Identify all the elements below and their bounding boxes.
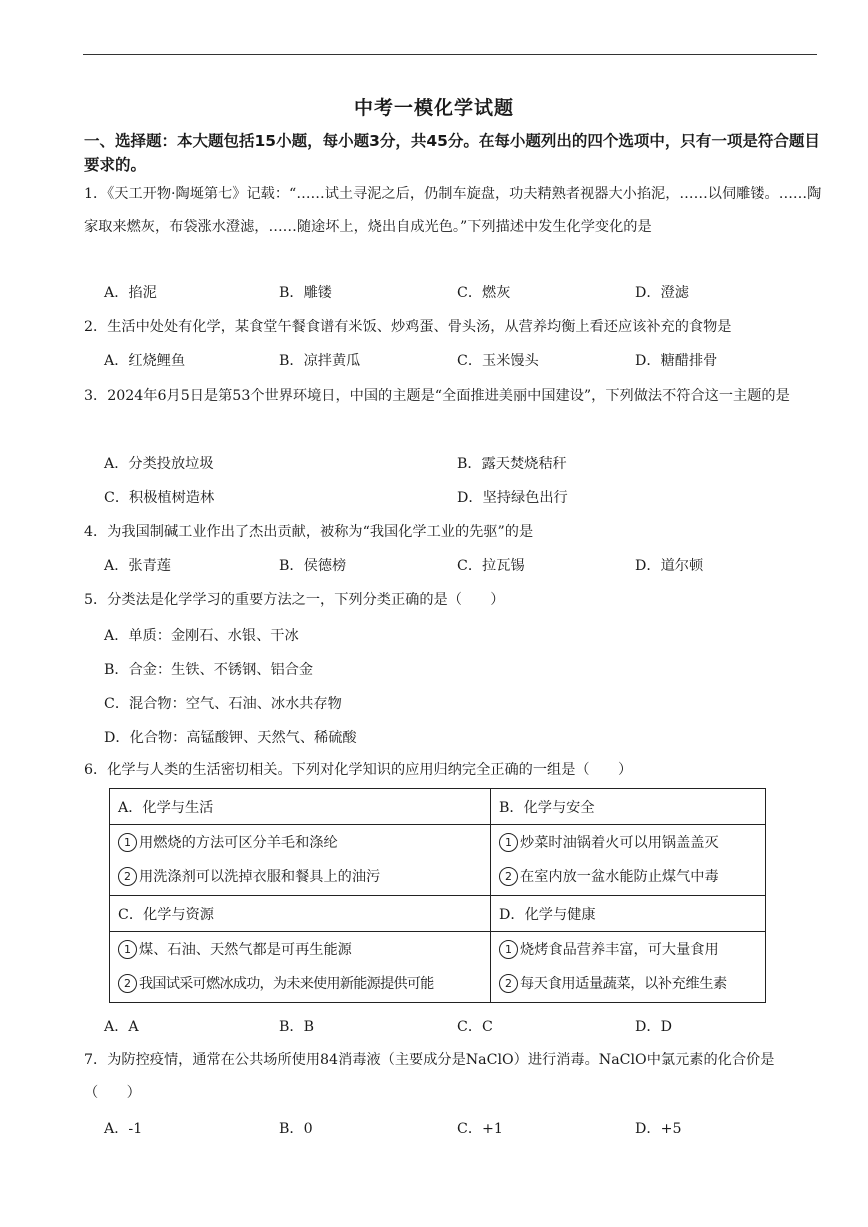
statement: 在室内放一盆水能防止煤气中毒 xyxy=(520,869,719,885)
table-cell-b-content xyxy=(491,825,766,896)
option-b[interactable]: B．凉拌黄瓜 xyxy=(279,353,361,369)
statement: 用洗涤剂可以洗掉衣服和餐具上的油污 xyxy=(139,869,381,885)
statement: 煤、石油、天然气都是可再生能源 xyxy=(139,942,352,958)
question-2-options xyxy=(104,350,804,380)
option-d[interactable]: D．澄滤 xyxy=(635,285,689,301)
question-1-options xyxy=(104,282,804,312)
option-b[interactable]: B．0 xyxy=(279,1121,313,1137)
option-b[interactable]: B．合金：生铁、不锈钢、铝合金 xyxy=(104,662,314,678)
option-d[interactable]: D．道尔顿 xyxy=(635,558,704,574)
option-c[interactable]: C．积极植树造林 xyxy=(104,490,215,506)
option-c[interactable]: C．拉瓦锡 xyxy=(457,558,525,574)
table-cell-d-heading: D．化学与健康 xyxy=(491,896,766,932)
circled-number-2: 2 xyxy=(118,867,137,886)
question-7-options xyxy=(104,1118,804,1148)
statement: 我国试采可燃冰成功，为未来使用新能源提供可能 xyxy=(139,976,434,992)
question-4-stem: 4．为我国制碱工业作出了杰出贡献，被称为“我国化学工业的先驱”的是 xyxy=(84,524,534,540)
circled-number-2: 2 xyxy=(499,974,518,993)
option-c[interactable]: C．混合物：空气、石油、冰水共存物 xyxy=(104,696,342,712)
question-1-stem: 1．《天工开物·陶埏第七》记载：“……试土寻泥之后，仍制车旋盘，功夫精熟者视器大小掐泥，……以伺雕镂。……陶家取来燃灰，布袋涨水澄滤，……随途坏上，烧出自成光色。”下列描述中发生化学变化的是 xyxy=(84,186,822,235)
circled-number-1: 1 xyxy=(499,940,518,959)
option-a[interactable]: A．-1 xyxy=(104,1121,143,1137)
question-5-stem: 5．分类法是化学学习的重要方法之一，下列分类正确的是（ ） xyxy=(84,592,505,608)
statement: 炒菜时油锅着火可以用锅盖盖灭 xyxy=(520,835,719,851)
option-c[interactable]: C．+1 xyxy=(457,1121,503,1137)
circled-number-2: 2 xyxy=(118,974,137,993)
option-a[interactable]: A．张青莲 xyxy=(104,558,171,574)
option-d[interactable]: D．坚持绿色出行 xyxy=(457,490,568,506)
table-cell-a-content xyxy=(110,825,491,896)
question-3-stem: 3．2024年6月5日是第53个世界环境日，中国的主题是“全面推进美丽中国建设”，下列做法不符合这一主题的是 xyxy=(84,388,790,404)
question-6-options xyxy=(104,1016,804,1046)
option-a[interactable]: A．分类投放垃圾 xyxy=(104,456,214,472)
circled-number-1: 1 xyxy=(499,833,518,852)
option-b[interactable]: B．侯德榜 xyxy=(279,558,347,574)
table-cell-a-heading: A．化学与生活 xyxy=(110,789,491,825)
question-3-options-row1 xyxy=(104,453,804,483)
statement: 用燃烧的方法可区分羊毛和涤纶 xyxy=(139,835,338,851)
question-3-options-row2 xyxy=(104,487,804,517)
circled-number-1: 1 xyxy=(118,833,137,852)
question-6-stem: 6．化学与人类的生活密切相关。下列对化学知识的应用归纳完全正确的一组是（ ） xyxy=(84,762,633,778)
option-b[interactable]: B．雕镂 xyxy=(279,285,332,301)
header-rule xyxy=(83,54,817,55)
option-a[interactable]: A．单质：金刚石、水银、干冰 xyxy=(104,628,299,644)
table-cell-c-heading: C．化学与资源 xyxy=(110,896,491,932)
option-d[interactable]: D．+5 xyxy=(635,1121,682,1137)
table-cell-c-content xyxy=(110,932,491,1003)
table-cell-b-heading: B．化学与安全 xyxy=(491,789,766,825)
page-title: 中考一模化学试题 xyxy=(353,97,514,119)
question-7-stem: 7．为防控疫情，通常在公共场所使用84消毒液（主要成分是NaClO）进行消毒。NaClO中氯元素的化合价是（ ） xyxy=(84,1052,775,1101)
option-c[interactable]: C．燃灰 xyxy=(457,285,511,301)
option-c[interactable]: C．玉米馒头 xyxy=(457,353,539,369)
circled-number-2: 2 xyxy=(499,867,518,886)
option-a[interactable]: A．红烧鲤鱼 xyxy=(104,353,186,369)
option-b[interactable]: B．露天焚烧秸秆 xyxy=(457,456,567,472)
option-c[interactable]: C．C xyxy=(457,1019,493,1035)
circled-number-1: 1 xyxy=(118,940,137,959)
table-cell-d-content xyxy=(491,932,766,1003)
statement: 每天食用适量蔬菜，以补充维生素 xyxy=(520,976,727,992)
option-b[interactable]: B．B xyxy=(279,1019,315,1035)
option-d[interactable]: D．化合物：高锰酸钾、天然气、稀硫酸 xyxy=(104,730,357,746)
statement: 烧烤食品营养丰富，可大量食用 xyxy=(520,942,719,958)
option-d[interactable]: D．D xyxy=(635,1019,672,1035)
option-d[interactable]: D．糖醋排骨 xyxy=(635,353,718,369)
section-heading: 一、选择题：本大题包括15小题，每小题3分，共45分。在每小题列出的四个选项中，只有一项是符合题目要求的。 xyxy=(84,132,820,174)
question-2-stem: 2．生活中处处有化学，某食堂午餐食谱有米饭、炒鸡蛋、骨头汤，从营养均衡上看还应该补充的食物是 xyxy=(84,319,732,335)
question-6-table xyxy=(109,788,766,1003)
option-a[interactable]: A．A xyxy=(104,1019,139,1035)
option-a[interactable]: A．掐泥 xyxy=(104,285,157,301)
question-4-options xyxy=(104,555,804,585)
